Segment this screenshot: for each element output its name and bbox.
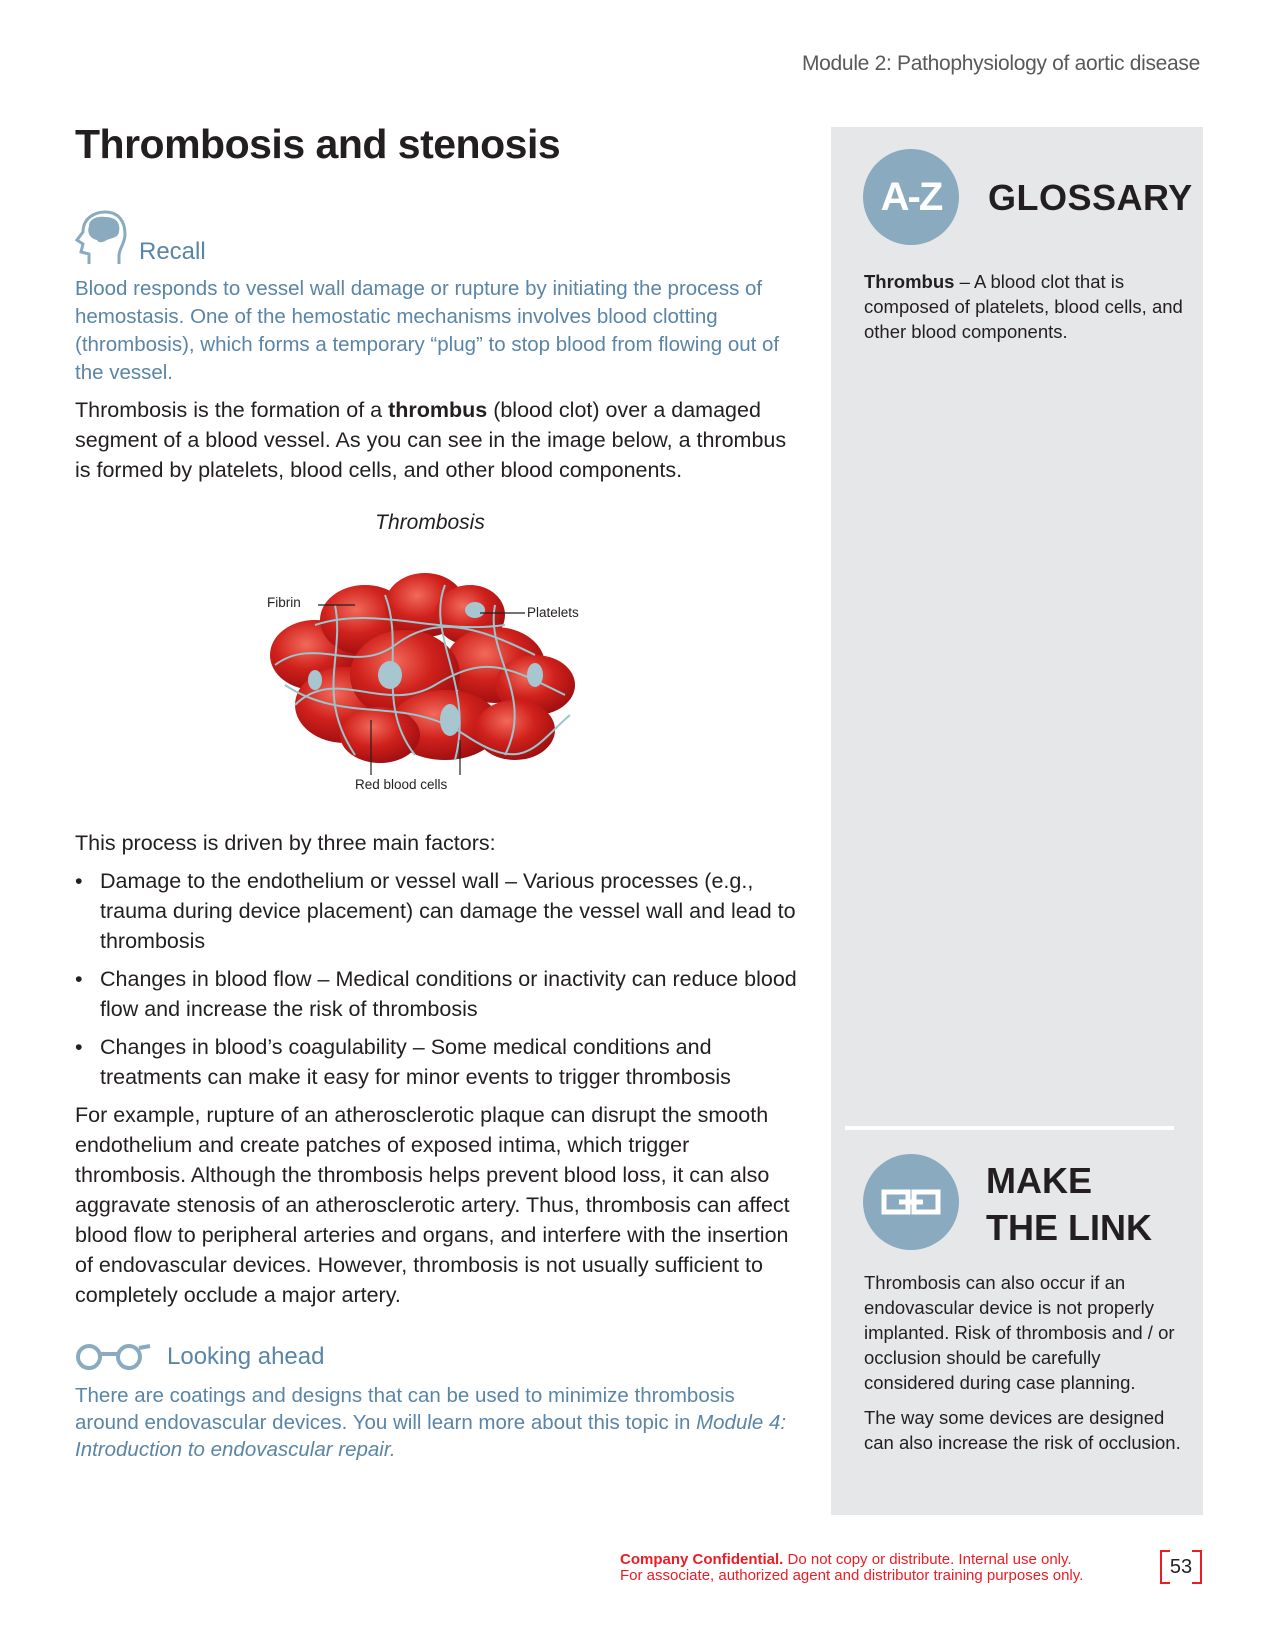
list-item: • Damage to the endothelium or vessel wall – Various processes (e.g., trauma during device placement) can damage the vessel wall and lead to thrombosis	[75, 866, 800, 956]
list-item: • Changes in blood flow – Medical conditions or inactivity can reduce blood flow and increase the risk of thrombosis	[75, 964, 800, 1024]
training-notice: For associate, authorized agent and distributor training purposes only.	[620, 1567, 1084, 1584]
label-platelets: Platelets	[527, 605, 579, 620]
divider	[845, 1126, 1174, 1130]
glossary-term: Thrombus	[864, 271, 955, 292]
looking-ahead-body: There are coatings and designs that can be used to minimize thrombosis around endovascular devices. You will learn more about this topic in	[75, 1384, 735, 1434]
module-reference: Module 4: Introduction to endovascular repair.	[75, 1411, 787, 1461]
title-line: MAKE	[986, 1160, 1092, 1201]
label-fibrin: Fibrin	[267, 595, 301, 610]
intro-paragraph	[75, 395, 800, 485]
main-column	[75, 120, 800, 1463]
link-paragraph: Thrombosis can also occur if an endovascular device is not properly implanted. Risk of thrombosis and / or occlusion should be carefully considered during case planning.	[864, 1272, 1175, 1393]
confidential-text: Do not copy or distribute. Internal use only.	[783, 1551, 1072, 1568]
page-number	[1160, 1550, 1202, 1584]
looking-ahead-heading: Looking ahead	[167, 1343, 325, 1370]
glasses-icon	[75, 1342, 151, 1372]
head-brain-icon	[75, 210, 127, 266]
looking-ahead-text	[75, 1382, 800, 1463]
make-the-link-title	[986, 1157, 1152, 1251]
confidential-label: Company Confidential.	[620, 1551, 784, 1568]
chain-link-icon	[863, 1154, 959, 1250]
glossary-entry	[864, 269, 1184, 344]
link-paragraph: The way some devices are designed can also increase the risk of occlusion.	[864, 1407, 1181, 1453]
intro-text: Thrombosis is the formation of a	[75, 398, 389, 422]
page-title: Thrombosis and stenosis	[75, 121, 561, 167]
recall-heading: Recall	[139, 238, 206, 265]
figure-caption: Thrombosis	[375, 511, 485, 534]
term-thrombus: thrombus	[388, 398, 488, 422]
intro-text: (blood clot) over a damaged segment of a blood vessel. As you can see in the image below, a thrombus is formed by platelets, blood cells, and other blood components.	[75, 398, 787, 482]
thrombus-illustration	[255, 565, 595, 805]
title-line: THE LINK	[986, 1207, 1152, 1248]
example-paragraph: For example, rupture of an atherosclerotic plaque can disrupt the smooth endothelium and create patches of exposed intima, which trigger thrombosis. Although the thrombosis helps prevent blood loss, it can also aggravate stenosis of an atherosclerotic artery. Thus, thrombosis can affect blood flow to peripheral arteries and organs, and interfere with the insertion of endovascular devices. However, thrombosis is not usually sufficient to completely occlude a major artery.	[75, 1103, 790, 1307]
factors-lead: This process is driven by three main factors:	[75, 831, 496, 855]
confidential-footer	[620, 1552, 1083, 1584]
page-number-text: 53	[1169, 1555, 1193, 1578]
glossary-title: GLOSSARY	[988, 177, 1193, 218]
factors-list	[75, 866, 800, 1092]
looking-ahead-header	[75, 1340, 800, 1374]
a-z-icon: A-Z	[863, 149, 959, 245]
thrombosis-figure	[255, 565, 595, 805]
sidebar	[831, 127, 1203, 1515]
label-red-blood-cells: Red blood cells	[355, 777, 448, 792]
list-item: • Changes in blood’s coagulability – Some medical conditions and treatments can make it easy for minor events to trigger thrombosis	[75, 1032, 800, 1092]
running-head: Module 2: Pathophysiology of aortic disease	[801, 52, 1200, 75]
glossary-definition: – A blood clot that is composed of platelets, blood cells, and other blood components.	[864, 271, 1183, 342]
make-the-link-text	[864, 1270, 1194, 1465]
recall-text: Blood responds to vessel wall damage or rupture by initiating the process of hemostasis. One of the hemostatic mechanisms involves blood clotting (thrombosis), which forms a temporary “plug” to stop blood from flowing out of the vessel.	[75, 277, 780, 384]
recall-header	[75, 210, 800, 266]
